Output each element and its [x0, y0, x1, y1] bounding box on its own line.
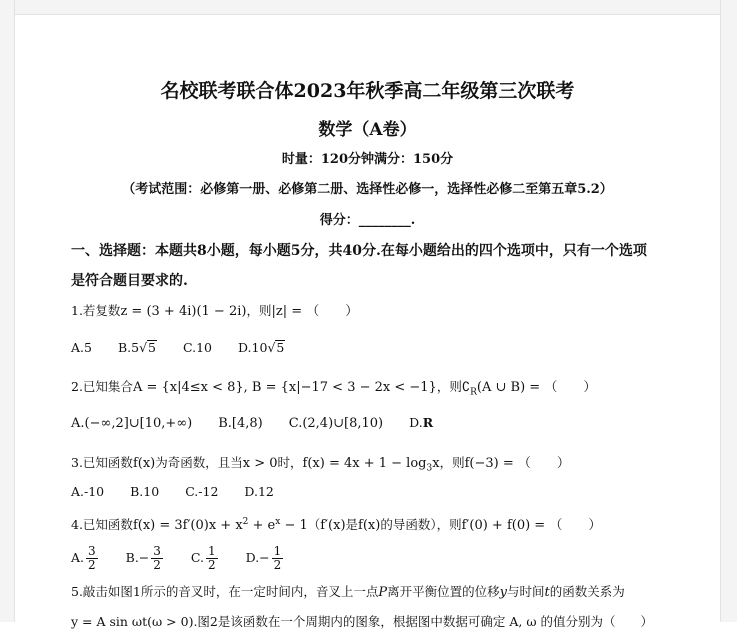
q2-option-a: A.(−∞,2]∪[10,+∞)	[71, 416, 193, 431]
q4-text-is: 是	[345, 517, 359, 532]
question-1-stem	[71, 300, 358, 319]
viewer-scrollbar[interactable]	[720, 0, 737, 622]
q4-option-c	[191, 545, 220, 572]
q4-option-d	[246, 545, 286, 572]
q4-option-b-label: B.−	[125, 550, 150, 565]
q5-point-p: P	[378, 585, 388, 600]
q5-var-t: t	[544, 585, 550, 600]
q1-math-abs: |z| = （ ）	[271, 304, 359, 319]
q3-math-expr: f(x) = 4x + 1 − log	[302, 456, 427, 471]
q3-option-a: A.-10	[71, 484, 105, 499]
q2-math-sets: A = {x|4≤x < 8}, B = {x|−17 < 3 − 2x < −1}	[132, 380, 437, 395]
q1-text-mid: ，则	[246, 303, 272, 318]
q4-text-mid: 的导函数），则	[380, 517, 462, 532]
question-3-stem	[71, 452, 570, 474]
question-2-options	[71, 415, 455, 431]
q1-option-d-radicand: 5	[276, 340, 285, 355]
q1-option-b: B.5√5	[117, 340, 156, 355]
q4-option-c-fraction	[206, 545, 218, 572]
q1-option-a: A.5	[71, 340, 92, 355]
q2-complement-symbol: ∁	[461, 380, 471, 395]
q1-option-d-label: D.10	[237, 340, 268, 355]
exam-title: 名校联考联合体2023年秋季高二年级第三次联考	[160, 80, 575, 102]
exam-meta: 时量：120分钟满分：150分	[281, 152, 454, 167]
q4-option-d-label: D.−	[245, 550, 270, 565]
q4-option-c-num: 1	[208, 544, 216, 558]
question-4-options	[71, 545, 307, 572]
q4-option-a	[71, 545, 100, 572]
q3-text-mid2: 时，	[277, 455, 303, 470]
q4-option-b-den: 2	[153, 558, 161, 572]
q4-option-c-den: 2	[208, 558, 216, 572]
q4-option-d-num: 1	[273, 544, 282, 558]
q4-math-sup: 2	[242, 516, 249, 527]
q4-option-b-fraction	[151, 545, 163, 572]
question-4-stem	[71, 514, 601, 533]
q1-option-b-label: B.5	[117, 340, 140, 355]
q4-math-def: f(x) = 3f′(0)x + x	[132, 518, 243, 533]
q4-option-a-num: 3	[88, 544, 96, 558]
q1-text: 1.若复数	[71, 303, 121, 318]
q5-text-mid: 离开平衡位置的位移	[387, 584, 500, 599]
q4-option-a-label: A.	[71, 550, 85, 565]
q3-math-f: f(x)	[132, 456, 156, 471]
q3-option-d: D.12	[244, 484, 274, 499]
q2-complement-sub: R	[470, 387, 477, 398]
q4-option-d-den: 2	[273, 558, 282, 572]
q1-option-b-radicand: 5	[148, 340, 156, 355]
q5-text-end: 的函数关系为	[549, 584, 625, 599]
viewer-left-edge	[0, 0, 15, 622]
q2-option-d	[409, 415, 433, 430]
q4-option-b	[126, 545, 165, 572]
section1-heading-line1: 一、选择题：本题共8小题，每小题5分，共40分.在每小题给出的四个选项中，只有一个选项	[71, 243, 647, 259]
q2-text-mid: ，则	[436, 379, 462, 394]
q3-math-cond: x > 0	[242, 456, 278, 471]
q2-math-union: (A ∪ B) = （ ）	[476, 380, 597, 395]
q1-option-d: D.10√5	[237, 340, 285, 355]
exam-score: 得分：________.	[319, 213, 416, 228]
q1-option-c: C.10	[182, 340, 212, 355]
q2-option-c: C.(2,4)∪[8,10)	[288, 416, 384, 431]
q3-option-c: C.-12	[185, 484, 219, 499]
q4-math-e: + e	[248, 518, 276, 533]
exam-subtitle: 数学（A卷）	[318, 120, 417, 140]
q3-math-ask: f(−3) = （ ）	[464, 456, 570, 471]
q4-option-b-num: 3	[153, 544, 161, 558]
q4-option-d-fraction	[272, 545, 284, 572]
q2-option-b: B.[4,8)	[218, 416, 263, 431]
document-page	[14, 14, 721, 629]
viewer-top-edge	[0, 0, 737, 15]
q2-option-d-value: R	[422, 415, 434, 430]
q3-log-base: 3	[426, 463, 433, 474]
exam-scope: （考试范围：必修第一册、必修第二册、选择性必修一，选择性必修二至第五章5.2）	[122, 182, 613, 197]
question-5-line2: y = A sin ωt(ω > 0).图2是该函数在一个周期内的图象，根据图中数据可确定 A, ω 的值分别为（ ）	[71, 614, 653, 629]
question-1-options	[71, 340, 307, 355]
q5-text: 5.敲击如图1所示的音叉时，在一定时间内，音叉上一点	[71, 584, 379, 599]
question-2-stem	[71, 376, 596, 398]
section1-heading-line2: 是符合题目要求的.	[71, 273, 188, 289]
q4-math-fprime: f′(x)	[320, 518, 346, 533]
q4-math-tail: − 1	[280, 518, 308, 533]
q2-option-d-label: D.	[409, 415, 423, 430]
q2-text: 2.已知集合	[71, 379, 133, 394]
q5-var-y: y	[499, 585, 508, 600]
q4-option-c-label: C.	[190, 550, 204, 565]
q4-math-f: f(x)	[358, 518, 381, 533]
q3-text: 3.已知函数	[71, 455, 133, 470]
q5-text-mid2: 与时间	[507, 584, 545, 599]
q3-text-mid3: ，则	[439, 455, 465, 470]
question-3-options	[71, 484, 296, 499]
q3-math-x: x	[432, 456, 440, 471]
q3-option-b: B.10	[130, 484, 160, 499]
q4-option-a-den: 2	[88, 558, 96, 572]
q4-text: 4.已知函数	[71, 517, 133, 532]
q4-math-ask: f′(0) + f(0) = （ ）	[461, 518, 602, 533]
question-5-line1	[71, 582, 625, 600]
q3-text-mid: 为奇函数，且当	[155, 455, 243, 470]
q4-math-sup2: x	[275, 516, 281, 527]
q4-text-paren: （	[307, 517, 321, 532]
q4-option-a-fraction	[86, 545, 98, 572]
q1-math: z = (3 + 4i)(1 − 2i)	[120, 304, 247, 319]
